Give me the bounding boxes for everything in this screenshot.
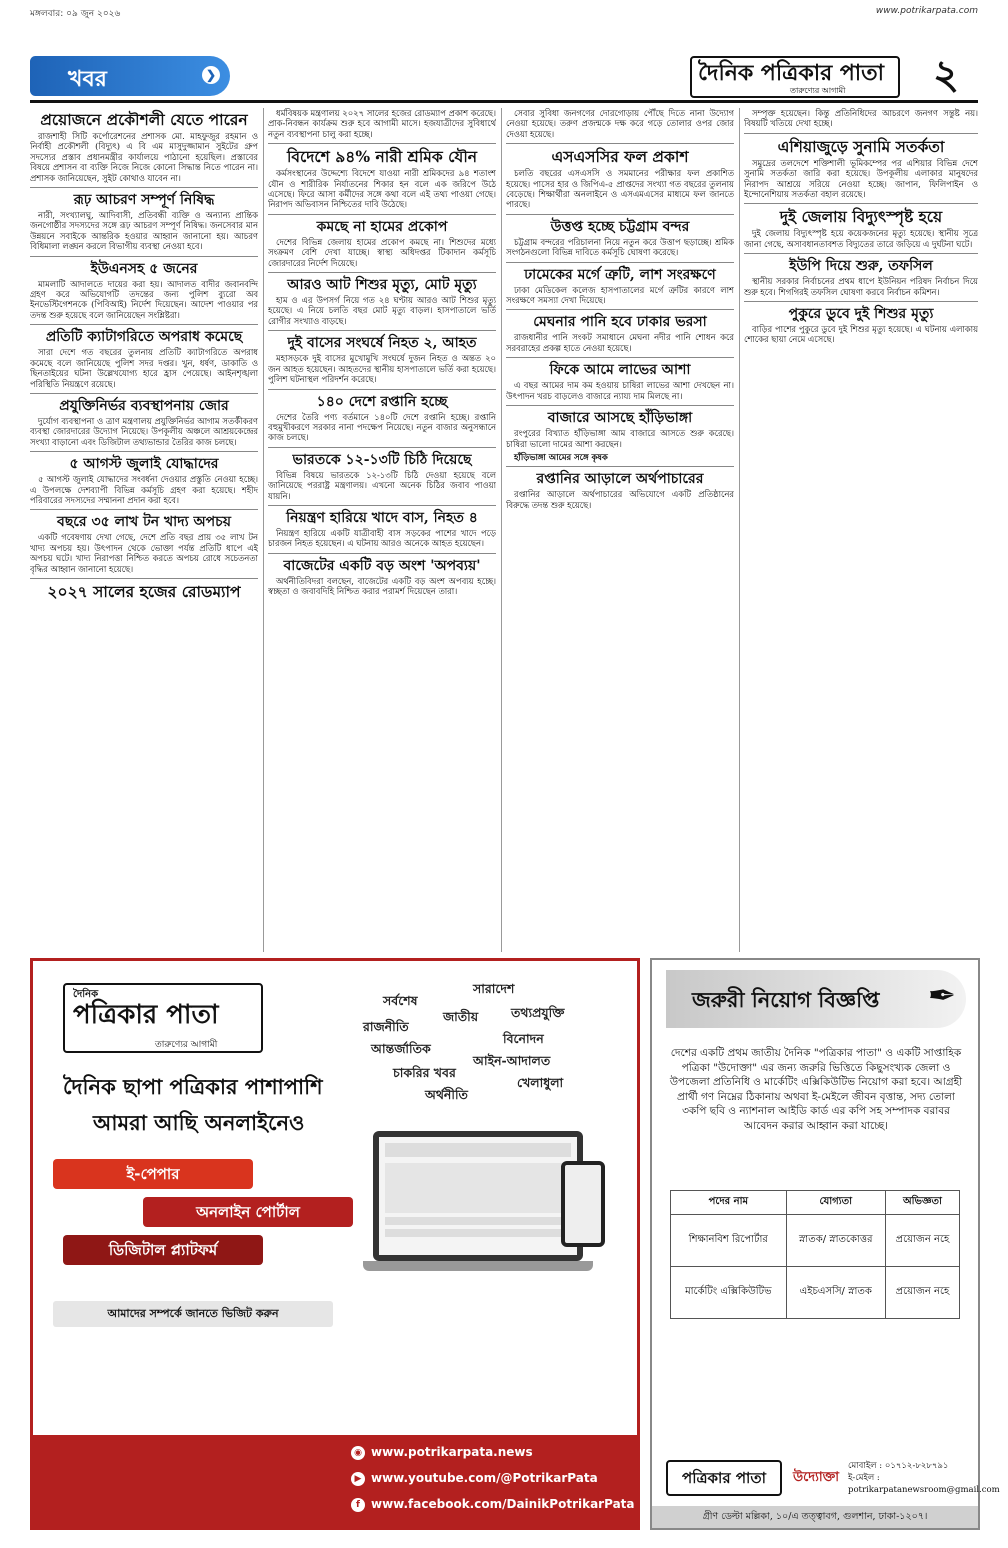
headline[interactable]: ইউএনসহ ৫ জনের [90, 260, 198, 277]
article-body: রপ্তানির আড়ালে অর্থপাচারের অভিযোগে একটি প্রতিষ্ঠানের বিরুদ্ধে তদন্ত শুরু হয়েছে। [506, 489, 734, 510]
article-body: দুই জেলায় বিদ্যুৎস্পৃষ্ট হয়ে কয়েকজনের মৃত্যু হয়েছে। স্থানীয় সূত্রে জানা গেছে, অসাবধানতাবশত বিদ্যুতের তারে জড়িয়ে এ দুর্ঘটনা ঘটে। [744, 228, 978, 249]
category-national[interactable]: জাতীয় [443, 1009, 479, 1024]
contact-block [848, 1460, 1000, 1496]
column-divider [501, 108, 502, 952]
job-table-cell: মার্কেটিং এক্সিকিউটিভ [671, 1267, 787, 1319]
chevron-right-icon: ❯ [202, 66, 220, 84]
article-body: দুর্যোগ ব্যবস্থাপনা ও ত্রাণ মন্ত্রণালয় প্রযুক্তিনির্ভর আগাম সতর্কীকরণ ব্যবস্থা জোরদারের উদ্যোগ নিয়েছে। উপকূলীয় অঞ্চলে আশ্রয়কেন্দ্রের সংখ্যা বাড়ানো এবং ডিজিটাল তথ্যভান্ডার তৈরির কাজ চলছে। [30, 415, 258, 447]
headline[interactable]: উত্তপ্ত হচ্ছে চট্টগ্রাম বন্দর [550, 218, 690, 235]
article-body: ঢাকা মেডিকেল কলেজ হাসপাতালের মর্গে ত্রুটির কারণে লাশ সংরক্ষণে সমস্যা দেখা দিয়েছে। [506, 284, 734, 306]
masthead-logo [690, 56, 900, 98]
headline[interactable]: কমছে না হামের প্রকোপ [316, 218, 448, 235]
section-tab[interactable] [30, 56, 230, 96]
category-latest[interactable]: সর্বশেষ [383, 993, 418, 1008]
column-1 [30, 108, 258, 952]
column-4 [744, 108, 978, 952]
online-edition-ad[interactable] [30, 958, 640, 1530]
headline[interactable]: নিয়ন্ত্রণ হারিয়ে খাদে বাস, নিহত ৪ [286, 509, 478, 526]
job-table-header: অভিজ্ঞতা [885, 1191, 959, 1215]
column-3 [506, 108, 734, 952]
job-table [670, 1190, 960, 1319]
category-sports[interactable]: খেলাধুলা [517, 1075, 564, 1090]
category-politics[interactable]: রাজনীতি [363, 1019, 409, 1034]
headline[interactable]: বাজেটের একটি বড় অংশ 'অপব্যয়' [283, 557, 481, 574]
headline[interactable]: বিদেশে ৯৪% নারী শ্রমিক যৌন [286, 147, 478, 167]
article-body: কর্মসংস্থানের উদ্দেশ্যে বিদেশে যাওয়া নারী শ্রমিকদের ৯৪ শতাংশ যৌন ও শারীরিক নির্যাতনের শিকার হন বলে এক জরিপে উঠে এসেছে। ফিরে আসা কর্মীদের সঙ্গে কথা বলে এই তথ্য পাওয়া গেছে। নিরাপদ অভিবাসন নিশ্চিতের দাবি উঠেছে। [268, 168, 496, 210]
category-jobs[interactable]: চাকরির খবর [393, 1065, 456, 1080]
article-body: বিভিন্ন বিষয়ে ভারতকে ১২-১৩টি চিঠি দেওয়া হয়েছে বলে জানিয়েছে পররাষ্ট্র মন্ত্রণালয়। এখনো অনেক চিঠির জবাব পাওয়া যায়নি। [268, 469, 496, 501]
column-divider [263, 108, 264, 952]
ad-logo-tagline: তারুণ্যের আগামী [155, 1040, 218, 1050]
top-line [30, 6, 978, 20]
article-body: রংপুরের বিখ্যাত হাঁড়িভাঙ্গা আম বাজারে আসতে শুরু করেছে। চাষিরা ভালো দামের আশা করছেন। [506, 428, 734, 449]
headline[interactable]: প্রতিটি ক্যাটাগরিতে অপরাধ কমেছে [45, 329, 243, 346]
masthead-title: দৈনিক পত্রিকার পাতা [698, 60, 885, 86]
youtube-icon: ▶ [351, 1472, 365, 1486]
epaper-button[interactable]: ই-পেপার [53, 1159, 253, 1189]
headline[interactable]: বাজারে আসছে হাঁড়িভাঙ্গা [547, 410, 693, 427]
headline[interactable]: মেঘনার পানি হবে ঢাকার ভরসা [533, 314, 707, 331]
youtube-link[interactable]: ▶ www.youtube.com/@PotrikarPata [351, 1471, 598, 1486]
ad-logo-small: দৈনিক [73, 989, 99, 1000]
job-table-header: যোগ্যতা [786, 1191, 885, 1215]
article-body: নারী, সংখ্যালঘু, আদিবাসী, প্রতিবন্ধী ব্যক্তি ও অন্যান্য প্রান্তিক জনগোষ্ঠীর সদস্যদের সঙ্গে রূঢ় আচরণ সম্পূর্ণ নিষিদ্ধ। জনসেবার মান উন্নয়নে সবাইকে আন্তরিক হওয়ার আহ্বান জানানো হয়। আচরণ বিধিমালা লঙ্ঘন করলে বিভাগীয় ব্যবস্থা নেওয়া হবে। [30, 210, 258, 252]
job-table-header: পদের নাম [671, 1191, 787, 1215]
website-link[interactable]: ◉ www.potrikarpata.news [351, 1445, 533, 1460]
category-law[interactable]: আইন-আদালত [473, 1053, 551, 1068]
headline[interactable]: রূঢ় আচরণ সম্পূর্ণ নিষিদ্ধ [73, 192, 215, 209]
column-2 [268, 108, 496, 952]
article-body: দেশের বিভিন্ন জেলায় হামের প্রকোপ কমছে না। শিশুদের মধ্যে সংক্রমণ বেশি দেখা যাচ্ছে। স্বাস্থ্য অধিদপ্তর টিকাদান কর্মসূচি জোরদারের নির্দেশ দিয়েছে। [268, 236, 496, 268]
column-divider [739, 108, 740, 952]
ad-logo-title: পত্রিকার পাতা [73, 1000, 219, 1030]
facebook-icon: f [351, 1498, 365, 1512]
article-body: সেবার সুবিধা জনগণের দোরগোড়ায় পৌঁছে দিতে নানা উদ্যোগ নেওয়া হয়েছে। তরুণ প্রজন্মকে দক্ষ করে গড়ে তোলার ওপর জোর দেওয়া হয়েছে। [506, 108, 734, 139]
article-body: মামলাটি আদালতে দায়ের করা হয়। আদালত বাদীর জবানবন্দি গ্রহণ করে অভিযোগটি তদন্তের জন্য পুলিশ ব্যুরো অব ইনভেস্টিগেশনকে (পিবিআই) নির্দেশ দিয়েছেন। আদেশ পাওয়ার পর তদন্ত শুরু হয়েছে বলে জানিয়েছেন সংশ্লিষ্টরা। [30, 278, 258, 320]
job-table-cell: প্রয়োজন নহে [885, 1267, 959, 1319]
section-label: খবর [68, 67, 107, 92]
article-body: নিয়ন্ত্রণ হারিয়ে একটি যাত্রীবাহী বাস সড়কের পাশের খাদে পড়ে চারজন নিহত হয়েছেন। এ ঘটনায় আরও অনেকে আহত হয়েছেন। [268, 527, 496, 549]
article-body: সম্পৃক্ত হয়েছেন। কিন্তু প্রতিনিধিদের আচরণে জনগণ সন্তুষ্ট নয়। বিষয়টি খতিয়ে দেখা হচ্ছে। [744, 108, 978, 129]
page-number: ২ [932, 52, 959, 98]
headline[interactable]: বছরে ৩৫ লাখ টন খাদ্য অপচয় [57, 514, 231, 531]
headline[interactable]: দুই বাসের সংঘর্ষে নিহত ২, আহত [287, 335, 477, 352]
job-table-cell: প্রয়োজন নহে [885, 1215, 959, 1267]
headline[interactable]: রপ্তানির আড়ালে অর্থপাচারের [536, 471, 704, 488]
job-circular-ad[interactable] [650, 958, 1000, 1530]
job-table-cell: শিক্ষানবিশ রিপোর্টার [671, 1215, 787, 1267]
article-body: দেশের তৈরি পণ্য বর্তমানে ১৪০টি দেশে রপ্তানি হচ্ছে। রপ্তানি বহুমুখীকরণে সরকার নানা পদক্ষেপ নিয়েছে। নতুন বাজার অনুসন্ধানে কাজ চলছে। [268, 411, 496, 443]
contact-mobile[interactable]: মোবাইল : ০১৭১২-৮২৮৭৯১ [848, 1461, 949, 1471]
article-body: মহাসড়কে দুই বাসের মুখোমুখি সংঘর্ষে দুজন নিহত ও অন্তত ২০ জন আহত হয়েছেন। আহতদের স্থানীয় হাসপাতালে ভর্তি করা হয়েছে। পুলিশ ঘটনাস্থল পরিদর্শন করেছে। [268, 353, 496, 385]
job-circular-title: জরুরী নিয়োগ বিজ্ঞপ্তি [692, 988, 880, 1012]
article-body: বাড়ির পাশের পুকুরে ডুবে দুই শিশুর মৃত্যু হয়েছে। এ ঘটনায় এলাকায় শোকের ছায়া নেমে এসেছে। [744, 324, 978, 345]
category-international[interactable]: আন্তর্জাতিক [371, 1041, 431, 1056]
headline[interactable]: ইউপি দিয়ে শুরু, তফসিল [789, 258, 933, 275]
ad-headline-2: আমরা আছি অনলাইনেও [93, 1110, 305, 1135]
visit-caption: আমাদের সম্পর্কে জানতে ভিজিট করুন [53, 1301, 333, 1327]
phone-icon [561, 1161, 605, 1247]
article-body: ৫ আগস্ট জুলাই যোদ্ধাদের সংবর্ধনা দেওয়ার প্রস্তুতি নেওয়া হচ্ছে। এ উপলক্ষে দেশব্যাপী বিভিন্ন কর্মসূচি গ্রহণ করা হয়েছে। শহীদ পরিবারের সদস্যদের সম্মাননা প্রদান করা হবে। [30, 474, 258, 505]
headline[interactable]: ৫ আগস্ট জুলাই যোদ্ধাদের [69, 456, 219, 473]
headline[interactable]: ফিকে আমে লাভের আশা [549, 362, 691, 379]
headline[interactable]: ঢামেকের মর্গে ত্রুটি, লাশ সংরক্ষণে [524, 266, 716, 283]
article-body: চট্টগ্রাম বন্দরের পরিচালনা নিয়ে নতুন করে উত্তাপ ছড়াচ্ছে। শ্রমিক সংগঠনগুলো বিভিন্ন দাবিতে কর্মসূচি ঘোষণা করেছে। [506, 236, 734, 258]
article-body: ধর্মবিষয়ক মন্ত্রণালয় ২০২৭ সালের হজের রোডম্যাপ প্রকাশ করেছে। প্রাক-নিবন্ধন কার্যক্রম শুরু হবে আগামী মাসে। হজযাত্রীদের সুবিধার্থে নতুন ব্যবস্থাপনা চালু করা হচ্ছে। [268, 108, 496, 139]
laptop-icon [363, 1131, 593, 1281]
job-table-cell: স্নাতক/ স্নাতকোত্তর [786, 1215, 885, 1267]
subheading: হাঁড়িভাঙ্গা আমের সঙ্গে কৃষক [514, 451, 608, 462]
article-body: এ বছর আমের দাম কম হওয়ায় চাষিরা লাভের আশা দেখছেন না। উৎপাদন খরচ বাড়লেও বাজারে ন্যায্য দাম মিলছে না। [506, 380, 734, 401]
ad-headline-1: দৈনিক ছাপা পত্রিকার পাশাপাশি [63, 1074, 323, 1099]
headline[interactable]: দুই জেলায় বিদ্যুৎস্পৃষ্ট হয়ে [779, 207, 943, 227]
article-body: রাজশাহী সিটি কর্পোরেশনের প্রশাসক মো. মাহফুজুর রহমান ও নির্বাহী প্রকৌশলী (বিদ্যুৎ) এ বি এম মাসুদুজ্জামান সুইটের গ্রুপ সদস্যের প্রস্তাব প্রধানমন্ত্রীর কার্যালয়ে পাঠানো হয়েছিল। প্রস্তাবের বিষয়ে প্রশাসন বা ব্যক্তি নিজে নিজে কোনো সিদ্ধান্ত নিতে পারেন না। প্রশাসক জানিয়েছেন, সুইট কোথাও যাবেন না। [30, 131, 258, 183]
article-body: চলতি বছরের এসএসসি ও সমমানের পরীক্ষার ফল প্রকাশিত হয়েছে। পাসের হার ও জিপিএ-৫ প্রাপ্তদের সংখ্যা গত বছরের তুলনায় বেড়েছে। শিক্ষার্থীরা অনলাইনে ও এসএমএসের মাধ্যমে ফল জানতে পারছে। [506, 168, 734, 210]
headline[interactable]: প্রযুক্তিনির্ভর ব্যবস্থাপনায় জোর [59, 397, 229, 414]
job-table-cell: এইচএসসি/ স্নাতক [786, 1267, 885, 1319]
globe-icon: ◉ [351, 1446, 365, 1460]
footer-logo-patrikar: পত্রিকার পাতা [666, 1460, 782, 1496]
masthead-tagline: তারুণ্যের আগামী [790, 86, 846, 95]
footer-logo-uddokta: উদ্যোক্তা [792, 1470, 840, 1485]
article-body: সারা দেশে গত বছরের তুলনায় প্রতিটি ক্যাটাগরিতে অপরাধ কমেছে বলে জানিয়েছে পুলিশ সদর দপ্তর। খুন, ধর্ষণ, ডাকাতি ও ছিনতাইয়ের ঘটনা উল্লেখযোগ্য হারে হ্রাস পেয়েছে। আইনশৃঙ্খলা পরিস্থিতি নিয়ন্ত্রণে রয়েছে। [30, 347, 258, 389]
job-circular-body: দেশের একটি প্রথম জাতীয় দৈনিক "পত্রিকার পাতা" ও একটি সাপ্তাহিক পত্রিকা "উদোক্তা" এর জন্য জরুরি ভিত্তিতে কিছুসংখ্যক জেলা ও উপজেলা প্রতিনিধি ও মার্কেটিং এক্সিকিউটিভ নিয়োগ করা হবে। আগ্রহী প্রার্থী গণ নিম্নের ঠিকানায় অথবা ই-মেইলে জীবন বৃত্তান্ত, সদ্য তোলা ৩কপি ছবি ও ন্যাশনাল আইডি কার্ড এর কপি সহ সম্পাদক বরাবর আবেদন করার আহ্বান করা যাচ্ছে। [669, 1047, 963, 1132]
article-body: স্থানীয় সরকার নির্বাচনের প্রথম ধাপে ইউনিয়ন পরিষদ নির্বাচন দিয়ে শুরু হবে। শিগগিরই তফসিল ঘোষণা করবে নির্বাচন কমিশন। [744, 276, 978, 297]
headline[interactable]: ১৪০ দেশে রপ্তানি হচ্ছে [316, 393, 448, 410]
article-body: হাম ও এর উপসর্গ নিয়ে গত ২৪ ঘণ্টায় আরও আট শিশুর মৃত্যু হয়েছে। এ নিয়ে চলতি বছর মোট মৃত্যু বাড়ল। হাসপাতালে ভর্তি রোগীর সংখ্যাও বাড়ছে। [268, 295, 496, 326]
headline[interactable]: পুকুরে ডুবে দুই শিশুর মৃত্যু [788, 306, 934, 323]
category-economy[interactable]: অর্থনীতি [425, 1087, 468, 1102]
contact-address: গ্রীণ ডেল্টা মল্লিকা, ১০/এ তত্ত্বাবগ, গুলশান, ঢাকা-১২০৭। [652, 1506, 978, 1528]
website-url[interactable]: www.potrikarpata.com [875, 6, 978, 16]
headline[interactable]: এশিয়াজুড়ে সুনামি সতর্কতা [777, 136, 945, 156]
headline[interactable]: প্রয়োজনে প্রকৌশলী যেতে পারেন [40, 110, 248, 129]
ad-logo [63, 983, 263, 1053]
headline[interactable]: ২০২৭ সালের হজের রোডম্যাপ [47, 581, 241, 601]
digital-platform-button[interactable]: ডিজিটাল প্ল্যাটফর্ম [63, 1235, 263, 1265]
issue-date: মঙ্গলবার: ০৯ জুন ২০২৬ [30, 9, 121, 19]
header-rule [30, 100, 978, 103]
headline[interactable]: এসএসসির ফল প্রকাশ [551, 147, 689, 167]
article-body: রাজধানীর পানি সংকট সমাধানে মেঘনা নদীর পানি শোধন করে সরবরাহের প্রকল্প হাতে নেওয়া হয়েছে। [506, 332, 734, 353]
ad-links-bar [33, 1435, 637, 1527]
pen-icon: ✒ [927, 976, 957, 1016]
article-body: অর্থনীতিবিদরা বলছেন, বাজেটের একটি বড় অংশ অপব্যয় হচ্ছে। স্বচ্ছতা ও জবাবদিহি নিশ্চিত করার পরামর্শ দিয়েছেন তারা। [268, 575, 496, 597]
online-portal-button[interactable]: অনলাইন পোর্টাল [143, 1197, 353, 1227]
contact-email[interactable]: ই-মেইল : potrikarpatanewsroom@gmail.com [848, 1473, 1000, 1495]
category-entertainment[interactable]: বিনোদন [503, 1031, 544, 1046]
headline[interactable]: ভারতকে ১২-১৩টি চিঠি দিয়েছে [292, 451, 472, 468]
category-national-area[interactable]: সারাদেশ [473, 981, 515, 996]
facebook-link[interactable]: f www.facebook.com/DainikPotrikarPata [351, 1497, 635, 1512]
article-body: সমুদ্রের তলদেশে শক্তিশালী ভূমিকম্পের পর এশিয়ার বিভিন্ন দেশে সুনামি সতর্কতা জারি করা হয়েছে। উপকূলীয় এলাকার মানুষদের নিরাপদ আশ্রয়ে সরিয়ে নেওয়া হচ্ছে। জাপান, ফিলিপাইন ও ইন্দোনেশিয়ায় সতর্কতা বহাল রয়েছে। [744, 157, 978, 200]
category-tech[interactable]: তথ্যপ্রযুক্তি [511, 1005, 565, 1020]
article-body: একটি গবেষণায় দেখা গেছে, দেশে প্রতি বছর প্রায় ৩৫ লাখ টন খাদ্য অপচয় হয়। উৎপাদন থেকে ভোক্তা পর্যন্ত প্রতিটি ধাপে এই অপচয় ঘটে। খাদ্য নিরাপত্তা নিশ্চিত করতে অপচয় রোধে সচেতনতা বৃদ্ধির আহ্বান জানানো হয়েছে। [30, 532, 258, 574]
headline[interactable]: আরও আট শিশুর মৃত্যু, মোট মৃত্যু [287, 277, 477, 294]
